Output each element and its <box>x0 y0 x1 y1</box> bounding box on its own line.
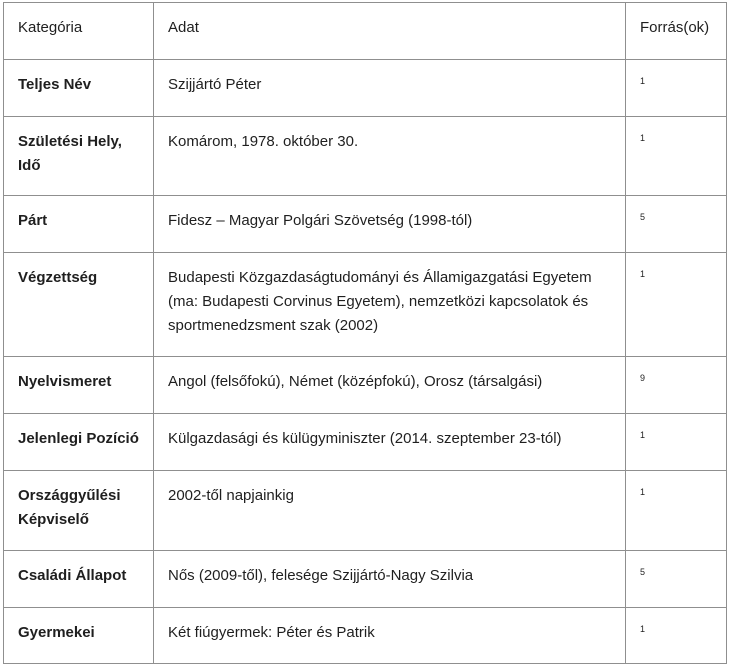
row-source-cell <box>626 357 727 414</box>
header-data: Adat <box>154 3 626 60</box>
row-category: Nyelvismeret <box>4 357 154 414</box>
table-row <box>4 253 727 357</box>
row-source-cell <box>626 471 727 551</box>
table-row <box>4 357 727 414</box>
row-category: Párt <box>4 196 154 253</box>
source-ref[interactable]: 1 <box>640 487 646 497</box>
source-ref[interactable]: 1 <box>640 624 646 634</box>
row-category: Végzettség <box>4 253 154 357</box>
source-ref[interactable]: 1 <box>640 430 646 440</box>
row-category: Országgyűlési Képviselő <box>4 471 154 551</box>
row-value: Fidesz – Magyar Polgári Szövetség (1998-tól) <box>154 196 626 253</box>
row-source-cell <box>626 414 727 471</box>
info-table-container <box>3 2 726 664</box>
row-value: 2002-től napjainkig <box>154 471 626 551</box>
source-ref[interactable]: 1 <box>640 76 646 86</box>
table-row <box>4 117 727 196</box>
row-value: Nős (2009-től), felesége Szijjártó-Nagy Szilvia <box>154 551 626 608</box>
source-ref[interactable]: 1 <box>640 269 646 279</box>
table-row <box>4 471 727 551</box>
header-sources: Forrás(ok) <box>626 3 727 60</box>
row-value: Budapesti Közgazdaságtudományi és Államigazgatási Egyetem (ma: Budapesti Corvinus Egyetem), nemzetközi kapcsolatok és sportmenedzsment szak (2002) <box>154 253 626 357</box>
row-category: Gyermekei <box>4 608 154 664</box>
table-row <box>4 196 727 253</box>
table-header-row <box>4 3 727 60</box>
source-ref[interactable]: 5 <box>640 567 646 577</box>
source-ref[interactable]: 9 <box>640 373 646 383</box>
source-ref[interactable]: 5 <box>640 212 646 222</box>
row-source-cell <box>626 608 727 664</box>
table-row <box>4 551 727 608</box>
row-source-cell <box>626 196 727 253</box>
row-category: Jelenlegi Pozíció <box>4 414 154 471</box>
table-row <box>4 60 727 117</box>
row-source-cell <box>626 551 727 608</box>
row-source-cell <box>626 60 727 117</box>
row-value: Angol (felsőfokú), Német (középfokú), Orosz (társalgási) <box>154 357 626 414</box>
row-source-cell <box>626 117 727 196</box>
info-table <box>3 2 727 664</box>
table-row <box>4 608 727 664</box>
row-category: Születési Hely, Idő <box>4 117 154 196</box>
header-category: Kategória <box>4 3 154 60</box>
row-source-cell <box>626 253 727 357</box>
row-category: Teljes Név <box>4 60 154 117</box>
row-value: Két fiúgyermek: Péter és Patrik <box>154 608 626 664</box>
row-category: Családi Állapot <box>4 551 154 608</box>
table-row <box>4 414 727 471</box>
row-value: Szijjártó Péter <box>154 60 626 117</box>
row-value: Komárom, 1978. október 30. <box>154 117 626 196</box>
row-value: Külgazdasági és külügyminiszter (2014. szeptember 23-tól) <box>154 414 626 471</box>
source-ref[interactable]: 1 <box>640 133 646 143</box>
